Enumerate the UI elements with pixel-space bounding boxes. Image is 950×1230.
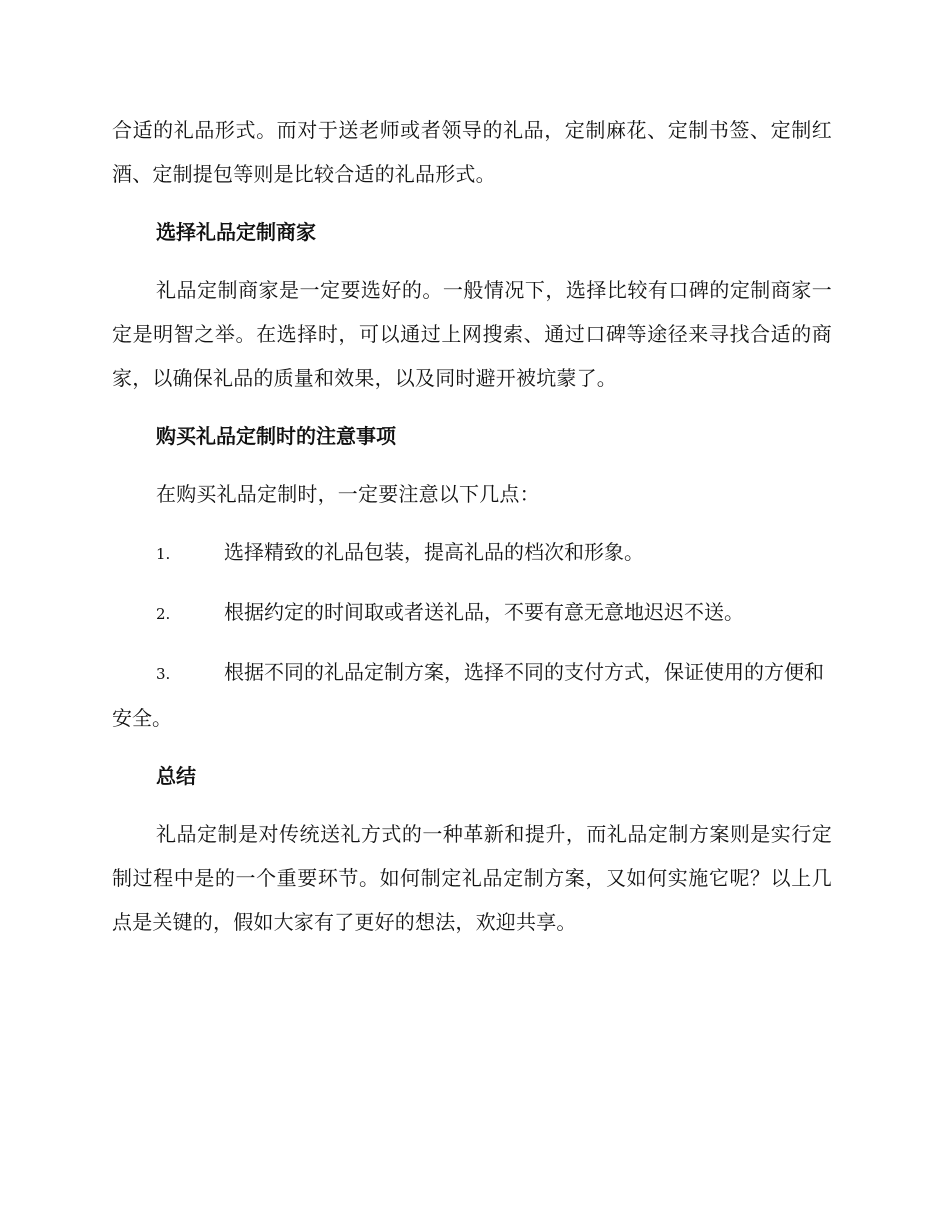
list-item (112, 650, 832, 740)
notes-intro-paragraph: 在购买礼品定制时，一定要注意以下几点： (156, 482, 540, 506)
summary-paragraph: 礼品定制是对传统送礼方式的一种革新和提升，而礼品定制方案则是实行定制过程中是的一个重要环节。如何制定礼品定制方案，又如何实施它呢？以上几点是关键的，假如大家有了更好的想法，欢迎共享。 (112, 822, 832, 934)
merchant-heading: 选择礼品定制商家 (156, 220, 316, 244)
list-item (112, 590, 832, 636)
list-number: 1. (156, 545, 171, 563)
list-text: 根据不同的礼品定制方案，选择不同的支付方式，保证使用的方便和安全。 (112, 660, 824, 730)
list-number: 3. (156, 665, 171, 683)
list-number: 2. (156, 605, 171, 623)
list-item (112, 530, 832, 576)
summary-heading: 总结 (156, 764, 196, 788)
notes-heading: 购买礼品定制时的注意事项 (156, 424, 396, 448)
document-page (112, 108, 832, 958)
intro-tail-paragraph: 合适的礼品形式。而对于送老师或者领导的礼品，定制麻花、定制书签、定制红酒、定制提包等则是比较合适的礼品形式。 (112, 118, 832, 186)
merchant-paragraph: 礼品定制商家是一定要选好的。一般情况下，选择比较有口碑的定制商家一定是明智之举。在选择时，可以通过上网搜索、通过口碑等途径来寻找合适的商家，以确保礼品的质量和效果，以及同时避开被坑蒙了。 (112, 278, 832, 390)
list-text: 根据约定的时间取或者送礼品，不要有意无意地迟迟不送。 (224, 600, 744, 624)
list-text: 选择精致的礼品包装，提高礼品的档次和形象。 (224, 540, 644, 564)
